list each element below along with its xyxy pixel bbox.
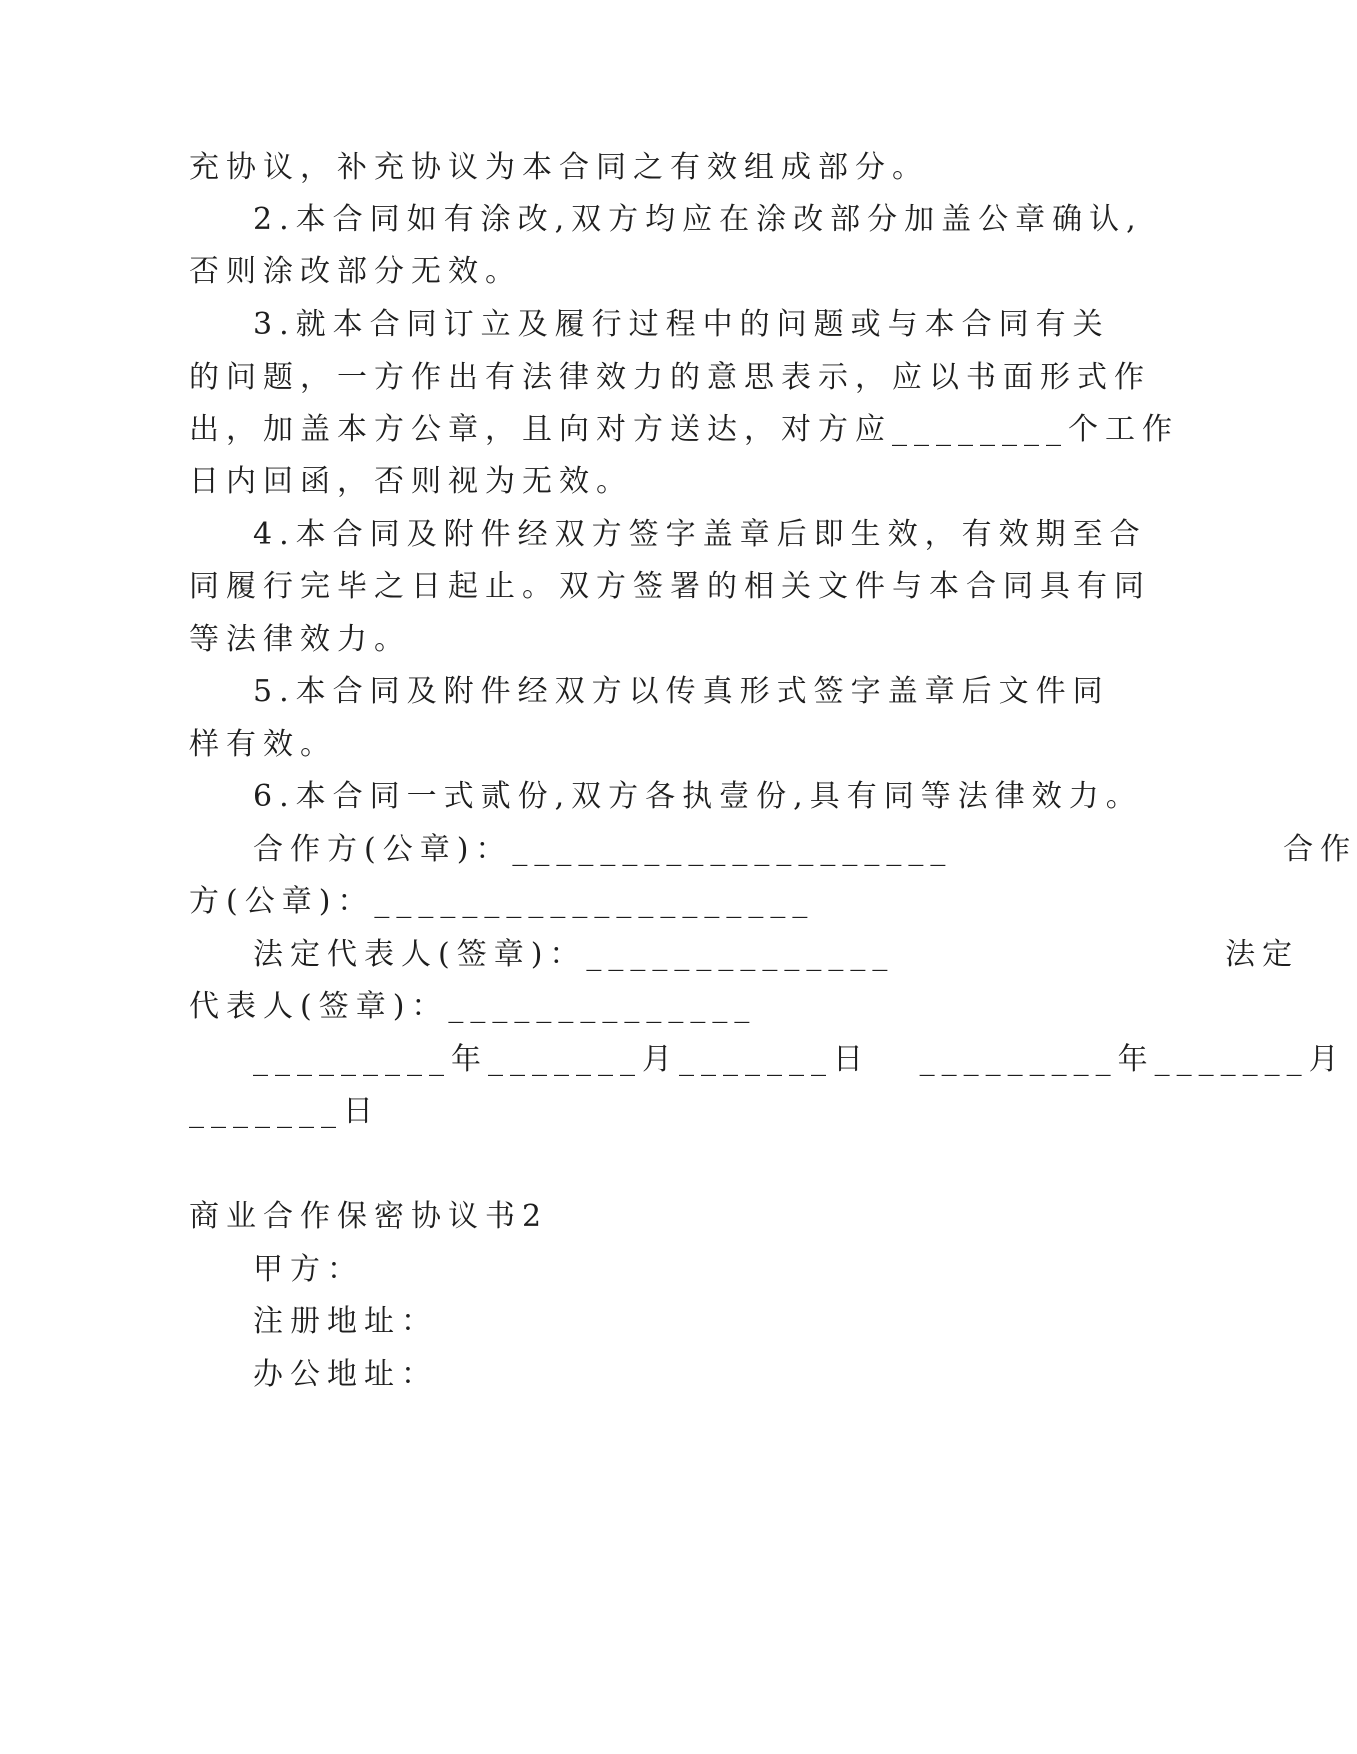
text-line: 同履行完毕之日起止。双方签署的相关文件与本合同具有同 — [189, 569, 1151, 604]
text-line: 等法律效力。 — [189, 622, 411, 657]
signature-date-line: _________年_______月_______日 _________年_______月 — [253, 1042, 1346, 1077]
signature-seal-line: 方(公章)：____________________ — [189, 884, 815, 919]
text-line: 出，加盖本方公章，且向对方送达，对方应________个工作 — [189, 412, 1179, 447]
office-address-label: 办公地址： — [253, 1357, 438, 1392]
clause-5-line: 5.本合同及附件经双方以传真形式签字盖章后文件同 — [253, 674, 1110, 709]
signature-representative-line: 代表人(签章)：______________ — [189, 989, 757, 1024]
clause-6-line: 6.本合同一式贰份,双方各执壹份,具有同等法律效力。 — [253, 779, 1143, 814]
clause-3-line: 3.就本合同订立及履行过程中的问题或与本合同有关 — [253, 307, 1110, 342]
section-title: 商业合作保密协议书2 — [189, 1199, 549, 1234]
signature-seal-line: 合作方(公章)：____________________ 合作 — [253, 832, 1357, 867]
signature-date-line: _______日 — [189, 1094, 380, 1129]
text-line: 日内回函，否则视为无效。 — [189, 464, 633, 499]
text-line: 充协议，补充协议为本合同之有效组成部分。 — [189, 150, 929, 185]
text-line: 否则涂改部分无效。 — [189, 254, 522, 289]
text-line: 样有效。 — [189, 727, 337, 762]
registered-address-label: 注册地址： — [253, 1304, 438, 1339]
text-line: 的问题，一方作出有法律效力的意思表示，应以书面形式作 — [189, 360, 1151, 395]
party-a-label: 甲方： — [253, 1252, 364, 1287]
signature-representative-line: 法定代表人(签章)：______________ 法定 — [253, 937, 1300, 972]
clause-4-line: 4.本合同及附件经双方签字盖章后即生效，有效期至合 — [253, 517, 1147, 552]
clause-2-line: 2.本合同如有涂改,双方均应在涂改部分加盖公章确认, — [253, 202, 1143, 237]
